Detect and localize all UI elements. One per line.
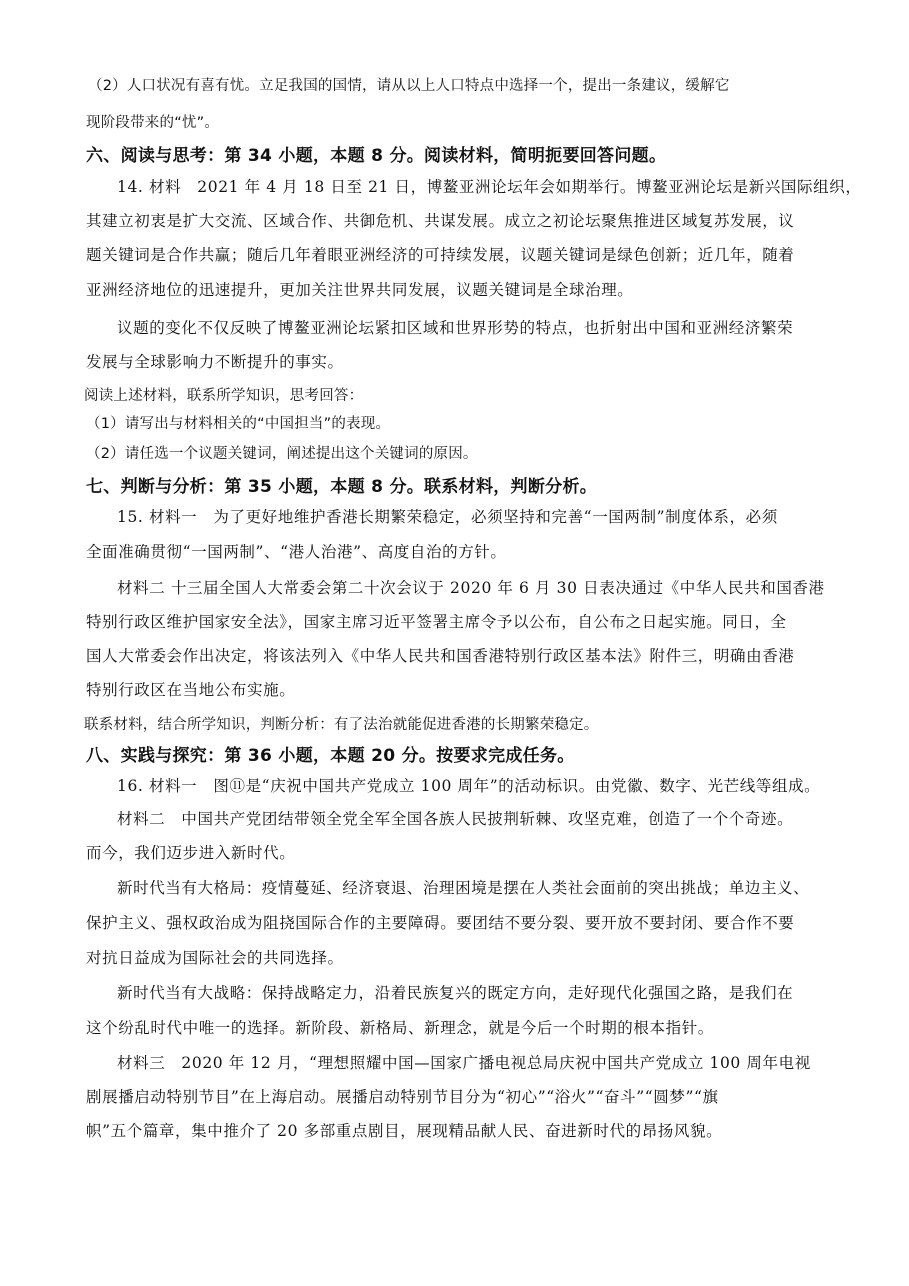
q14-material-line3: 题关键词是合作共赢；随后几年着眼亚洲经济的可持续发展，议题关键词是绿色创新；近几年，随着 [86, 246, 795, 264]
section-6-heading: 六、阅读与思考：第 34 小题，本题 8 分。阅读材料，简明扼要回答问题。 [86, 146, 667, 166]
q16-material3-line1: 材料三 2020 年 12 月，“理想照耀中国—国家广播电视总局庆祝中国共产党成立 100 周年电视 [117, 1054, 811, 1072]
q14-paragraph2-line1: 议题的变化不仅反映了博鳌亚洲论坛紧扣区域和世界形势的特点，也折射出中国和亚洲经济繁荣 [117, 319, 794, 337]
section-7-heading: 七、判断与分析：第 35 小题，本题 8 分。联系材料，判断分析。 [86, 477, 598, 497]
q16-material3-line2: 剧展播启动特别节目”在上海启动。展播启动特别节目分为“初心”“浴火”“奋斗”“圆梦”“旗 [86, 1088, 719, 1106]
q13-subquestion-2-line2: 现阶段带来的“忧”。 [86, 115, 220, 131]
q15-material2-line3: 国人大常委会作出决定，将该法列入《中华人民共和国香港特别行政区基本法》附件三，明确由香港 [86, 647, 795, 665]
section-8-heading: 八、实践与探究：第 36 小题，本题 20 分。按要求完成任务。 [86, 746, 575, 766]
q16-paragraph4-line2: 这个纷乱时代中唯一的选择。新阶段、新格局、新理念，就是今后一个时期的根本指针。 [86, 1019, 714, 1037]
q14-prompt: 阅读上述材料，联系所学知识，思考回答： [84, 388, 364, 404]
q14-paragraph2-line2: 发展与全球影响力不断提升的事实。 [86, 353, 344, 371]
q16-material3-line3: 帜”五个篇章，集中推介了 20 多部重点剧目，展现精品献人民、奋进新时代的昂扬风貌。 [86, 1122, 723, 1140]
q14-material-line2: 其建立初衷是扩大交流、区域合作、共御危机、共谋发展。成立之初论坛聚焦推进区域复苏发展，议 [86, 212, 795, 230]
q16-material1: 16. 材料一 图⑪是“庆祝中国共产党成立 100 周年”的活动标识。由党徽、数字、光芒线等组成。 [117, 777, 821, 795]
q13-subquestion-2-line1: （2）人口状况有喜有忧。立足我国的国情，请从以上人口特点中选择一个，提出一条建议，缓解它 [88, 78, 730, 94]
q15-material1-line2: 全面准确贯彻“一国两制”、“港人治港”、高度自治的方针。 [86, 543, 507, 561]
q15-material2-line4: 特别行政区在当地公布实施。 [86, 681, 296, 699]
q15-material1-line1: 15. 材料一 为了更好地维护香港长期繁荣稳定，必须坚持和完善“一国两制”制度体系，必须 [117, 508, 778, 526]
q15-material2-line1: 材料二 十三届全国人大常委会第二十次会议于 2020 年 6 月 30 日表决通过《中华人民共和国香港 [117, 579, 825, 597]
q15-prompt: 联系材料，结合所学知识，判断分析：有了法治就能促进香港的长期繁荣稳定。 [84, 717, 599, 733]
q16-paragraph3-line3: 对抗日益成为国际社会的共同选择。 [86, 949, 344, 967]
q14-subquestion-1: （1）请写出与材料相关的“中国担当”的表现。 [86, 416, 391, 432]
q16-paragraph4-line1: 新时代当有大战略：保持战略定力，沿着民族复兴的既定方向，走好现代化强国之路，是我们在 [117, 984, 794, 1002]
q16-paragraph3-line2: 保护主义、强权政治成为阻挠国际合作的主要障碍。要团结不要分裂、要开放不要封闭、要合作不要 [86, 914, 795, 932]
q15-material2-line2: 特别行政区维护国家安全法》，国家主席习近平签署主席令予以公布，自公布之日起实施。同日，全 [86, 613, 787, 631]
q14-material-line4: 亚洲经济地位的迅速提升，更加关注世界共同发展，议题关键词是全球治理。 [86, 281, 634, 299]
q16-paragraph3-line1: 新时代当有大格局：疫情蔓延、经济衰退、治理困境是摆在人类社会面前的突出挑战；单边主义、 [117, 879, 810, 897]
q16-material2-line2: 而今，我们迈步进入新时代。 [86, 844, 296, 862]
q14-subquestion-2: （2）请任选一个议题关键词，阐述提出这个关键词的原因。 [86, 446, 478, 462]
q16-material2-line1: 材料二 中国共产党团结带领全党全军全国各族人民披荆斩棘、攻坚克难，创造了一个个奇迹。 [117, 810, 794, 828]
q14-material-line1: 14. 材料 2021 年 4 月 18 日至 21 日，博鳌亚洲论坛年会如期举行。博鳌亚洲论坛是新兴国际组织， [117, 178, 862, 196]
